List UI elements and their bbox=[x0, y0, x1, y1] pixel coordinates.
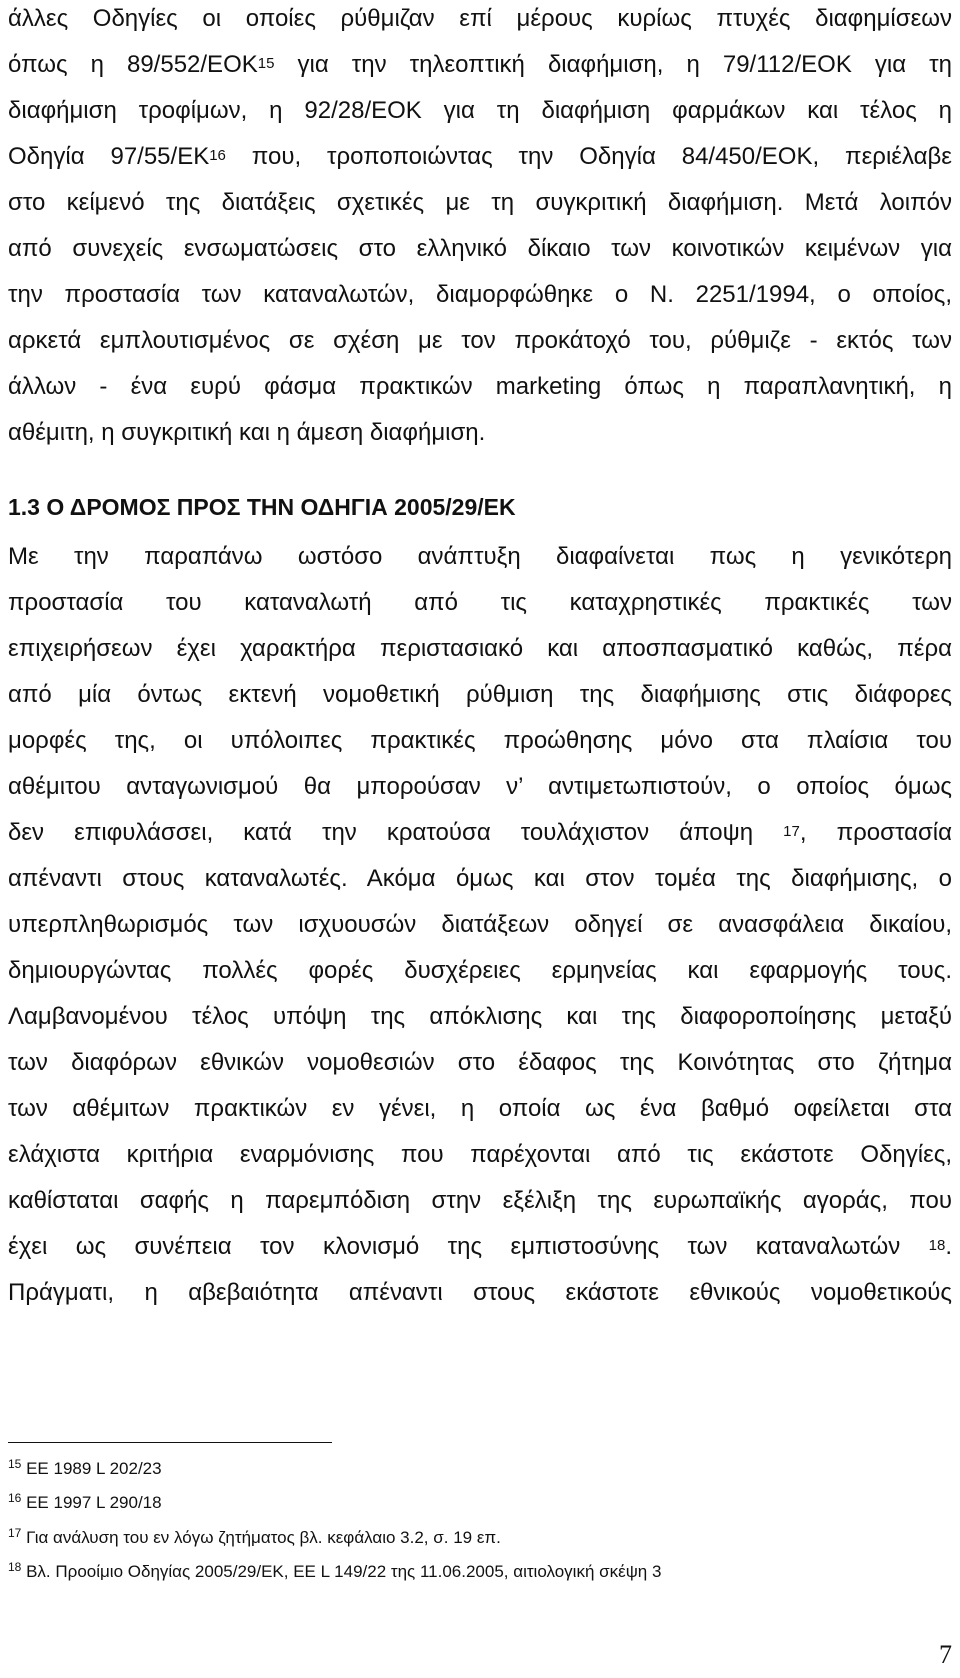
body-line: υπερπληθωρισμός των ισχυουσών διατάξεων οδηγεί σε ανασφάλεια δικαίου, bbox=[8, 911, 952, 938]
body-line: των αθέμιτων πρακτικών εν γένει, η οποία ως ένα βαθμό οφείλεται στα bbox=[8, 1095, 952, 1122]
footnote-ref: 15 bbox=[257, 55, 275, 72]
body-line: διαφήμιση τροφίμων, η 92/28/ΕΟΚ για τη διαφήμιση φαρμάκων και τέλος η bbox=[8, 97, 952, 124]
body-line: επιχειρήσεων έχει χαρακτήρα περιστασιακό και αποσπασματικό καθώς, πέρα bbox=[8, 635, 952, 662]
footnote: $^{17}$ Για ανάλυση του εν λόγω ζητήματος βλ. κεφάλαιο 3.2, σ. 19 επ. bbox=[8, 1526, 501, 1547]
footnote-number: 18 bbox=[8, 1560, 22, 1574]
body-line: έχει ως συνέπεια τον κλονισμό της εμπιστοσύνης των καταναλωτών $^{18}$. bbox=[8, 1233, 952, 1260]
section-heading: 1.3 Ο ΔΡΟΜΟΣ ΠΡΟΣ ΤΗΝ ΟΔΗΓΙΑ 2005/29/ΕΚ bbox=[8, 494, 516, 520]
body-line: απέναντι στους καταναλωτές. Ακόμα όμως και στον τομέα της διαφήμισης, ο bbox=[8, 865, 952, 892]
footnote: $^{16}$ ΕΕ 1997 L 290/18 bbox=[8, 1491, 162, 1512]
body-line: δεν επιφυλάσσει, κατά την κρατούσα τουλάχιστον άποψη $^{17}$, προστασία bbox=[8, 819, 953, 846]
body-line: μορφές της, οι υπόλοιπες πρακτικές προώθησης μόνο στα πλαίσια του bbox=[8, 727, 952, 754]
footnote-separator bbox=[8, 1442, 332, 1443]
body-line: Οδηγία 97/55/ΕΚ$^{16}$ που, τροποποιώντας την Οδηγία 84/450/ΕΟΚ, περιέλαβε bbox=[8, 143, 952, 170]
page-number: 7 bbox=[939, 1640, 952, 1669]
body-line: των διαφόρων εθνικών νομοθεσιών στο έδαφος της Κοινότητας στο ζήτημα bbox=[8, 1049, 952, 1076]
footnote-number: 15 bbox=[8, 1457, 22, 1471]
body-line: από συνεχείς ενσωματώσεις στο ελληνικό δίκαιο των κοινοτικών κειμένων για bbox=[8, 235, 952, 262]
body-line: Πράγματι, η αβεβαιότητα απέναντι στους εκάστοτε εθνικούς νομοθετικούς bbox=[8, 1279, 952, 1306]
body-line: από μία όντως εκτενή νομοθετική ρύθμιση της διαφήμισης στις διάφορες bbox=[8, 681, 952, 708]
body-line: καθίσταται σαφής η παρεμπόδιση στην εξέλιξη της ευρωπαϊκής αγοράς, που bbox=[8, 1187, 952, 1214]
body-line: άλλων - ένα ευρύ φάσμα πρακτικών marketing όπως η παραπλανητική, η bbox=[8, 373, 952, 400]
body-line: προστασία του καταναλωτή από τις καταχρηστικές πρακτικές των bbox=[8, 589, 952, 616]
body-line-last: αθέμιτη, η συγκριτική και η άμεση διαφήμιση. bbox=[8, 419, 486, 446]
footnote: $^{15}$ ΕΕ 1989 L 202/23 bbox=[8, 1457, 162, 1478]
body-line: δημιουργώντας πολλές φορές δυσχέρειες ερμηνείας και εφαρμογής τους. bbox=[8, 957, 952, 984]
body-line: άλλες Οδηγίες οι οποίες ρύθμιζαν επί μέρους κυρίως πτυχές διαφημίσεων bbox=[8, 5, 952, 32]
footnote-ref: 17 bbox=[783, 823, 800, 840]
footnote-number: 16 bbox=[8, 1491, 22, 1505]
body-line: στο κείμενό της διατάξεις σχετικές με τη συγκριτική διαφήμιση. Μετά λοιπόν bbox=[8, 189, 952, 216]
footnote-number: 17 bbox=[8, 1526, 22, 1540]
body-line: Με την παραπάνω ωστόσο ανάπτυξη διαφαίνεται πως η γενικότερη bbox=[8, 543, 952, 570]
footnote-ref: 16 bbox=[209, 147, 226, 164]
body-line: Λαμβανομένου τέλος υπόψη της απόκλισης και της διαφοροποίησης μεταξύ bbox=[8, 1003, 952, 1030]
body-line: όπως η 89/552/ΕΟΚ$^{15}$ για την τηλεοπτική διαφήμιση, η 79/112/ΕΟΚ για τη bbox=[8, 51, 952, 78]
body-line: αθέμιτου ανταγωνισμού θα μπορούσαν ν’ αντιμετωπιστούν, ο οποίος όμως bbox=[8, 773, 952, 800]
footnote: $^{18}$ Βλ. Προοίμιο Οδηγίας 2005/29/ΕΚ, ΕΕ L 149/22 της 11.06.2005, αιτιολογική σκέψη 3 bbox=[8, 1560, 662, 1581]
body-line: ελάχιστα κριτήρια εναρμόνισης που παρέχονται από τις εκάστοτε Οδηγίες, bbox=[8, 1141, 952, 1168]
body-line: την προστασία των καταναλωτών, διαμορφώθηκε ο Ν. 2251/1994, ο οποίος, bbox=[8, 281, 952, 308]
footnote-ref: 18 bbox=[928, 1237, 946, 1254]
body-line: αρκετά εμπλουτισμένος σε σχέση με τον προκάτοχό του, ρύθμιζε - εκτός των bbox=[8, 327, 952, 354]
